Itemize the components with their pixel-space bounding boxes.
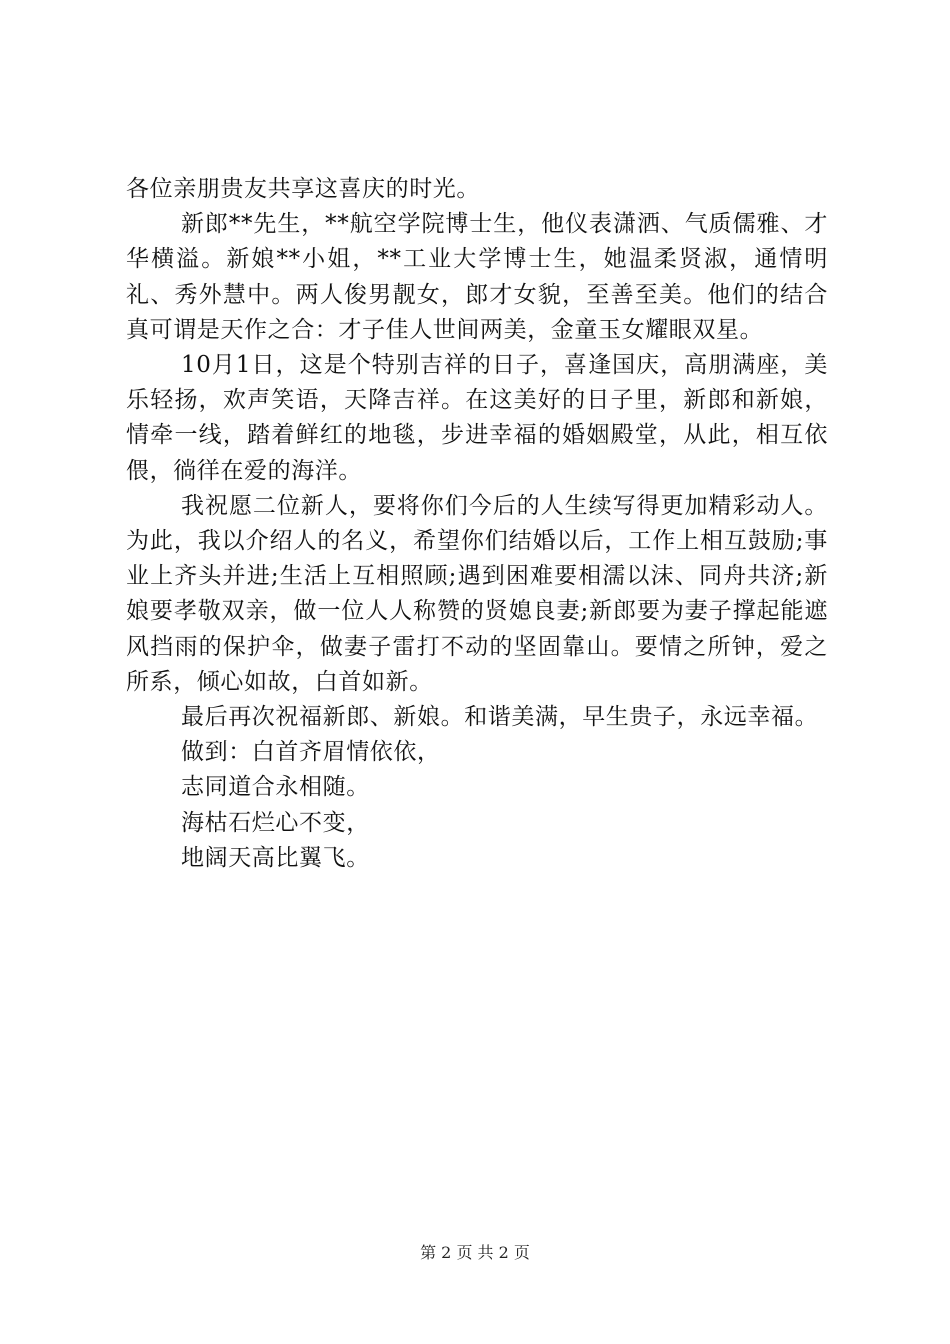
paragraph-wishes: 我祝愿二位新人，要将你们今后的人生续写得更加精彩动人。为此，我以介绍人的名义，希望你们结婚以后，工作上相互鼓励;事业上齐头并进;生活上互相照顾;遇到困难要相濡以沫、同舟共济;新娘要孝敬双亲，做一位人人称赞的贤媳良妻;新郎要为妻子撑起能遮风挡雨的保护伞，做妻子雷打不动的坚固靠山。要情之所钟，爱之所系，倾心如故，白首如新。 xyxy=(126,492,828,695)
paragraph-blessing: 最后再次祝福新郎、新娘。和谐美满，早生贵子，永远幸福。 xyxy=(181,704,819,731)
poem-line: 志同道合永相随。 xyxy=(181,774,370,801)
paragraph-wedding-day: 10月1日，这是个特别吉祥的日子，喜逢国庆，高朋满座，美乐轻扬，欢声笑语，天降吉祥。在这美好的日子里，新郎和新娘，情牵一线，踏着鲜红的地毯，步进幸福的婚姻殿堂，从此，相互依偎，徜徉在爱的海洋。 xyxy=(126,352,828,484)
page-number-footer: 第 2 页 共 2 页 xyxy=(420,1243,530,1262)
paragraph-couple: 新郎**先生，**航空学院博士生，他仪表潇洒、气质儒雅、才华横溢。新娘**小姐，**工业大学博士生，她温柔贤淑，通情明礼、秀外慧中。两人俊男靓女，郎才女貌，至善至美。他们的结合真可谓是天作之合：才子佳人世间两美，金童玉女耀眼双星。 xyxy=(126,211,828,343)
poem-line: 海枯石烂心不变， xyxy=(181,809,370,836)
poem-line: 做到：白首齐眉情依依， xyxy=(181,739,441,766)
poem xyxy=(126,735,828,876)
document-body xyxy=(126,172,828,876)
paragraph-intro: 各位亲朋贵友共享这喜庆的时光。 xyxy=(126,176,480,202)
poem-line: 地阔天高比翼飞。 xyxy=(181,844,370,871)
